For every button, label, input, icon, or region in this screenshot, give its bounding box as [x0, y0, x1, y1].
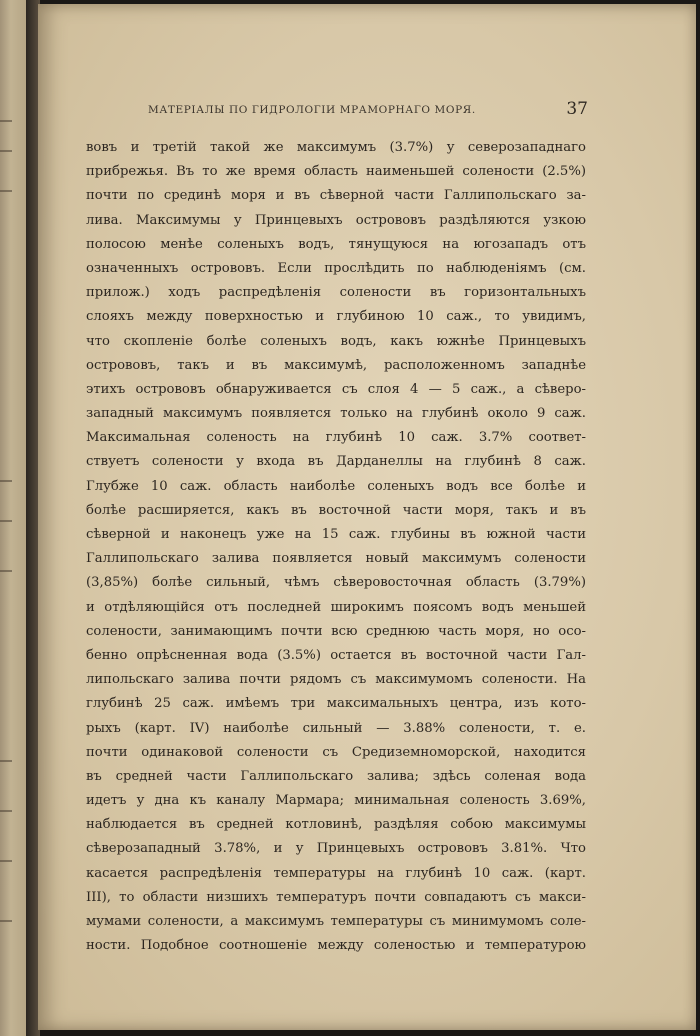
text-line: наблюдается въ средней котловинѣ, раздѣляя собою максимумы — [86, 817, 586, 833]
text-line: лива. Максимумы у Принцевыхъ острововъ раздѣляются узкою — [86, 212, 586, 228]
text-line: ствуетъ солености у входа въ Дарданеллы на глубинѣ 8 саж. — [86, 454, 586, 470]
text-line: III), то области низшихъ температуръ почти совпадаютъ съ макси- — [86, 889, 586, 905]
facing-page-text-mark — [0, 480, 12, 482]
running-head: МАТЕРIАЛЫ ПО ГИДРОЛОГIИ МРАМОРНАГО МОРЯ. — [148, 104, 476, 116]
facing-page-text-mark — [0, 120, 12, 122]
text-line: этихъ острововъ обнаруживается съ слоя 4 — 5 саж., а сѣверо- — [86, 381, 586, 397]
text-line: сѣверной и наконецъ уже на 15 саж. глубины въ южной части — [86, 527, 586, 542]
text-line: глубинѣ 25 саж. имѣемъ три максимальныхъ центра, изъ кото- — [86, 696, 586, 712]
facing-page-text-mark — [0, 760, 12, 762]
text-line: касается распредѣленiя температуры на глубинѣ 10 саж. (карт. — [86, 865, 586, 881]
text-line: солености, занимающимъ почти всю среднюю часть моря, но осо- — [86, 623, 586, 639]
text-line: почти одинаковой солености съ Средиземноморской, находится — [86, 744, 586, 760]
text-line: рыхъ (карт. IV) наиболѣе сильный — 3.88% солености, т. е. — [86, 720, 586, 736]
book-page — [38, 4, 696, 1030]
text-line: сѣверозападный 3.78%, и у Принцевыхъ острововъ 3.81%. Что — [86, 841, 586, 857]
text-line: Глубже 10 саж. область наиболѣе соленыхъ водъ все болѣе и — [86, 478, 586, 494]
text-line: слояхъ между поверхностью и глубиною 10 саж., то увидимъ, — [86, 309, 586, 325]
text-line: болѣе расширяется, какъ въ восточной части моря, такъ и въ — [86, 502, 586, 518]
text-line: прилож.) ходъ распредѣленiя солености въ горизонтальныхъ — [86, 285, 586, 301]
text-line: вовъ и третiй такой же максимумъ (3.7%) у северозападнаго — [86, 140, 586, 155]
text-line: (3,85%) болѣе сильный, чѣмъ сѣверовосточная область (3.79%) — [86, 575, 586, 591]
text-line: липольскаго залива почти рядомъ съ максимумомъ солености. На — [86, 672, 586, 688]
text-line: бенно опрѣсненная вода (3.5%) остается въ восточной части Гал- — [86, 647, 586, 663]
text-line: мумами солености, а максимумъ температуры съ минимумомъ соле- — [86, 914, 586, 929]
facing-page-text-mark — [0, 520, 12, 522]
facing-page-text-mark — [0, 810, 12, 812]
text-line: Галлипольскаго залива появляется новый максимумъ солености — [86, 551, 586, 567]
facing-page-edge — [0, 0, 26, 1036]
facing-page-text-mark — [0, 150, 12, 152]
text-line: и отдѣляющiйся отъ последней широкимъ поясомъ водъ меньшей — [86, 599, 586, 615]
text-line: западный максимумъ появляется только на глубинѣ около 9 саж. — [86, 406, 586, 422]
text-line: идетъ у дна къ каналу Мармара; минимальная соленость 3.69%, — [86, 793, 586, 809]
facing-page-text-mark — [0, 920, 12, 922]
text-line: Максимальная соленость на глубинѣ 10 саж. 3.7% соответ- — [86, 430, 586, 446]
facing-page-text-mark — [0, 190, 12, 192]
page-number: 37 — [566, 99, 588, 119]
text-line: ности. Подобное соотношенiе между соленостью и температурою — [86, 938, 586, 954]
facing-page-text-mark — [0, 570, 12, 572]
facing-page-text-mark — [0, 860, 12, 862]
text-line: что скопленiе болѣе соленыхъ водъ, какъ южнѣе Принцевыхъ — [86, 333, 586, 349]
text-line: полосою менѣе соленыхъ водъ, тянущуюся на югозападъ отъ — [86, 236, 586, 252]
text-line: означенныхъ острововъ. Если прослѣдить по наблюденiямъ (см. — [86, 260, 586, 276]
body-text — [86, 136, 586, 958]
text-line: почти по срединѣ моря и въ сѣверной части Галлипольскаго за- — [86, 188, 586, 204]
text-line: въ средней части Галлипольскаго залива; здѣсь соленая вода — [86, 768, 586, 784]
text-line: острововъ, такъ и въ максимумѣ, расположенномъ западнѣе — [86, 357, 586, 373]
text-line: прибрежья. Въ то же время область наименьшей солености (2.5%) — [86, 164, 586, 180]
